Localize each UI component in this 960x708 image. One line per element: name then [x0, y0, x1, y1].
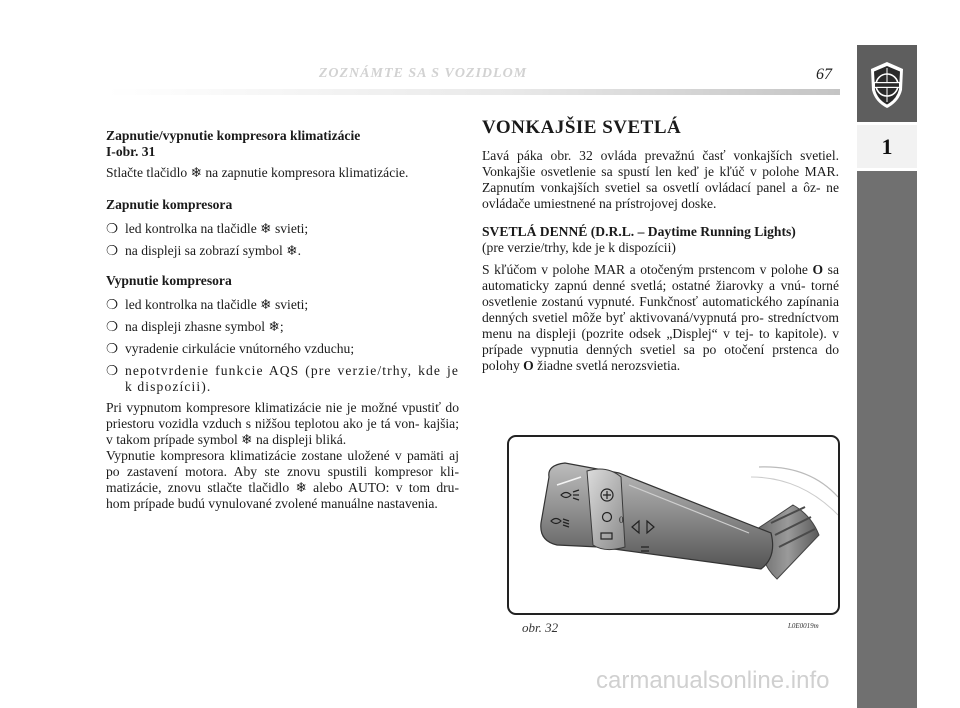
section-heading — [106, 128, 459, 160]
list-item — [106, 221, 459, 237]
paragraph-text: Vypnutie kompresora klimatizácie zostane uložené v pamäti aj po zastavení motora. Aby ste znovu spustili kompresor kli- matizácie, znovu stlačte tlačidlo — [106, 448, 459, 495]
list-item-text: svieti; — [274, 297, 309, 312]
lancia-shield-logo-icon — [867, 60, 907, 110]
running-header: ZOZNÁMTE SA S VOZIDLOM — [318, 66, 528, 81]
list-item — [106, 243, 459, 259]
paragraph-text: Pri vypnutom kompresore klimatizácie nie je možné vpustiť do priestoru vozidla vzduch s nižšou teplotou ako je tá von- kajšia; v takom prípade symbol — [106, 400, 459, 447]
bullet-icon: ❍ — [106, 243, 119, 258]
list-item-text: led kontrolka na tlačidle — [125, 221, 257, 236]
drl-heading: SVETLÁ DENNÉ (D.R.L. – Daytime Running Lights) — [482, 224, 796, 239]
compressor-off-heading: Vypnutie kompresora — [106, 273, 232, 288]
snowflake-icon: ❄ — [260, 221, 272, 236]
paragraph-text: S kľúčom v polohe MAR a otočeným prstencom v polohe — [482, 262, 808, 277]
paragraph-text: žiadne svetlá nerozsvietia. — [537, 358, 681, 373]
snowflake-icon: ❄ — [268, 319, 280, 334]
bullet-icon: ❍ — [106, 319, 119, 334]
chapter-number: 1 — [857, 125, 917, 171]
intro-paragraph — [106, 165, 459, 181]
list-item — [106, 297, 459, 313]
logo-box — [857, 45, 917, 125]
list-item-text: na displeji sa zobrazí symbol — [125, 243, 283, 258]
list-item — [106, 341, 459, 357]
drl-subheading: (pre verzie/trhy, kde je k dispozícii) — [482, 240, 676, 255]
paragraph-text: sa automaticky zapnú denné svetlá; ostatné žiarovky a vnú- torné osvetlenie zostanú vypnuté. Funkčnosť automatického zapínania denných svetiel môže byť aktivovaná/vypnutá pro- stredníctvom menu na displeji (pozrite odsek „Displej“ v tej- to kapitole). v prípade vypnutia denných svetiel sa po otočení prstenca do polohy — [482, 262, 839, 373]
figure-frame — [507, 435, 840, 615]
right-column — [482, 117, 839, 374]
paragraph-text: alebo AUTO: v tom dru- hom prípade budú vynulované zvolené manuálne nastavenia. — [106, 480, 459, 511]
bullet-icon: ❍ — [106, 341, 119, 356]
snowflake-icon: ❄ — [190, 165, 202, 180]
header-rule — [106, 89, 840, 95]
exterior-lights-paragraph: Ľavá páka obr. 32 ovláda prevažnú časť vonkajších svetiel. Vonkajšie osvetlenie sa spustí len keď je kľúč v polohe MAR. Zapnutím vonkajších svetiel sa osvetlí ovládací panel a ôz- ne ovládače umiestnené na prístrojovej doske. — [482, 148, 839, 211]
list-item-text: . — [297, 243, 302, 258]
section-heading-line1: Zapnutie/vypnutie kompresora klimatizácie — [106, 128, 361, 143]
figure-code: L0E0019m — [788, 622, 819, 630]
page-number: 67 — [816, 66, 832, 83]
snowflake-icon: ❄ — [295, 480, 307, 495]
list-item-text: vyradenie cirkulácie vnútorného vzduchu; — [125, 341, 355, 356]
snowflake-icon: ❄ — [260, 297, 272, 312]
snowflake-icon: ❄ — [241, 432, 253, 447]
list-item — [106, 363, 459, 395]
paragraph-text: na displeji bliká. — [255, 432, 347, 447]
compressor-off-list — [106, 297, 459, 395]
section-heading-line2: I-obr. 31 — [106, 144, 156, 159]
watermark: carmanualsonline.info — [596, 667, 830, 694]
paragraph-note — [106, 400, 459, 448]
list-item-text: led kontrolka na tlačidle — [125, 297, 257, 312]
list-item-text: svieti; — [274, 221, 309, 236]
intro-text-a: Stlačte tlačidlo — [106, 165, 188, 180]
list-item — [106, 319, 459, 335]
left-column — [106, 128, 459, 512]
ring-position-icon: O — [812, 262, 824, 277]
compressor-on-heading: Zapnutie kompresora — [106, 197, 233, 212]
exterior-lights-heading: VONKAJŠIE SVETLÁ — [482, 117, 682, 138]
figure-caption: obr. 32 — [522, 620, 559, 635]
stalk-position-label: 0 — [619, 515, 624, 525]
bullet-icon: ❍ — [106, 363, 120, 378]
list-item-text: na displeji zhasne symbol — [125, 319, 266, 334]
bullet-icon: ❍ — [106, 297, 119, 312]
list-item-text: ; — [279, 319, 284, 334]
light-stalk-illustration — [509, 437, 838, 613]
snowflake-icon: ❄ — [286, 243, 298, 258]
intro-text-b: na zapnutie kompresora klimatizácie. — [205, 165, 409, 180]
drl-paragraph — [482, 262, 839, 374]
compressor-on-list — [106, 221, 459, 259]
paragraph-memory — [106, 448, 459, 512]
list-item-text: nepotvrdenie funkcie AQS (pre verzie/trhy, kde je k dispozícii). — [125, 363, 459, 394]
ring-position-icon: O — [523, 358, 534, 373]
bullet-icon: ❍ — [106, 221, 119, 236]
